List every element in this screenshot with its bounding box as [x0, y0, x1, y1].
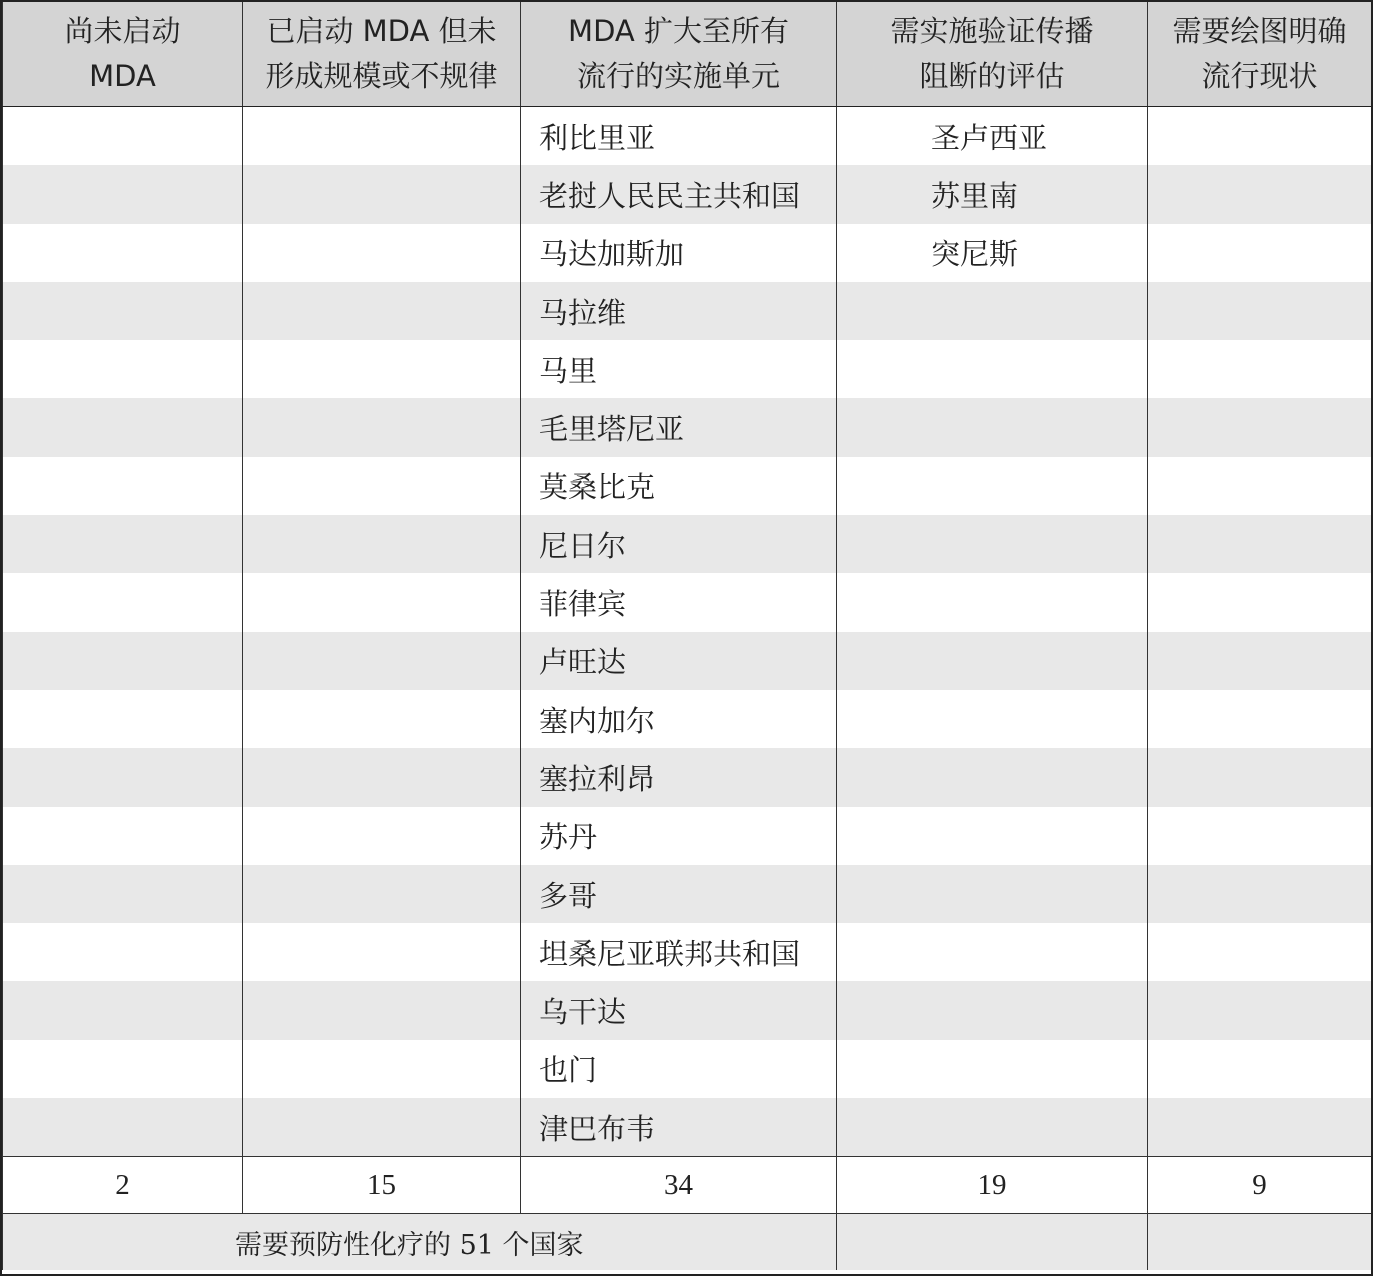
- country-cell-assessment: [837, 981, 1148, 1039]
- table-row: [3, 748, 1372, 806]
- country-cell-scaled: 马里: [521, 340, 837, 398]
- empty-cell: [3, 224, 243, 282]
- empty-cell: [243, 923, 521, 981]
- country-cell-assessment: [837, 748, 1148, 806]
- country-cell-assessment: [837, 515, 1148, 573]
- country-cell-scaled: 马拉维: [521, 282, 837, 340]
- empty-cell: [243, 573, 521, 631]
- table-row: [3, 282, 1372, 340]
- country-cell-scaled: 苏丹: [521, 807, 837, 865]
- header-not-started-mda: [3, 2, 243, 107]
- empty-cell: [1148, 573, 1372, 631]
- empty-cell: [1148, 165, 1372, 223]
- header-line: 形成规模或不规律: [265, 59, 498, 93]
- empty-cell: [243, 807, 521, 865]
- empty-cell: [1148, 340, 1372, 398]
- country-cell-scaled: 多哥: [521, 865, 837, 923]
- country-cell-scaled: 塞拉利昂: [521, 748, 837, 806]
- empty-cell: [1148, 282, 1372, 340]
- country-cell-scaled: 津巴布韦: [521, 1098, 837, 1157]
- total-cell: 15: [243, 1157, 521, 1214]
- country-cell-scaled: 乌干达: [521, 981, 837, 1039]
- header-mapping-needed: [1148, 2, 1372, 107]
- totals-row: [3, 1157, 1372, 1214]
- total-cell: 2: [3, 1157, 243, 1214]
- empty-cell: [1148, 398, 1372, 456]
- empty-cell: [243, 690, 521, 748]
- table-row: [3, 632, 1372, 690]
- empty-cell: [3, 1040, 243, 1098]
- table-body: [3, 107, 1372, 1271]
- empty-cell: [1148, 690, 1372, 748]
- empty-cell: [1148, 515, 1372, 573]
- empty-cell: [243, 282, 521, 340]
- header-line: 流行的实施单元: [576, 59, 780, 93]
- country-cell-assessment: 苏里南: [837, 165, 1148, 223]
- country-cell-assessment: [837, 1098, 1148, 1157]
- header-line: 尚未启动: [64, 14, 181, 48]
- empty-cell: [1148, 107, 1372, 166]
- empty-cell: [1148, 923, 1372, 981]
- country-cell-scaled: 卢旺达: [521, 632, 837, 690]
- country-cell-assessment: [837, 573, 1148, 631]
- empty-cell: [243, 1040, 521, 1098]
- empty-cell: [243, 107, 521, 166]
- header-transmission-assessment: [837, 2, 1148, 107]
- total-cell: 19: [837, 1157, 1148, 1214]
- empty-cell: [243, 457, 521, 515]
- header-started-not-scaled: [243, 2, 521, 107]
- empty-cell: [243, 632, 521, 690]
- table-row: [3, 1040, 1372, 1098]
- country-cell-assessment: 圣卢西亚: [837, 107, 1148, 166]
- country-cell-assessment: [837, 690, 1148, 748]
- table-row: [3, 107, 1372, 166]
- table-row: [3, 1098, 1372, 1157]
- empty-cell: [3, 865, 243, 923]
- empty-cell: [1148, 632, 1372, 690]
- table-row: [3, 340, 1372, 398]
- empty-cell: [3, 340, 243, 398]
- country-cell-assessment: [837, 282, 1148, 340]
- table-row: [3, 690, 1372, 748]
- header-line: 需要绘图明确: [1172, 14, 1347, 48]
- empty-cell: [243, 340, 521, 398]
- empty-cell: [3, 923, 243, 981]
- country-cell-assessment: [837, 1040, 1148, 1098]
- country-cell-scaled: 马达加斯加: [521, 224, 837, 282]
- table-row: [3, 515, 1372, 573]
- table-row: [3, 224, 1372, 282]
- empty-cell: [3, 748, 243, 806]
- empty-cell: [243, 981, 521, 1039]
- country-cell-scaled: 菲律宾: [521, 573, 837, 631]
- footer-empty-cell: [837, 1214, 1148, 1271]
- empty-cell: [1148, 748, 1372, 806]
- empty-cell: [3, 398, 243, 456]
- table-row: [3, 573, 1372, 631]
- empty-cell: [3, 165, 243, 223]
- table-row: [3, 923, 1372, 981]
- footer-label: 需要预防性化疗的 51 个国家: [3, 1214, 837, 1271]
- country-cell-assessment: [837, 632, 1148, 690]
- header-scaled-all-units: [521, 2, 837, 107]
- country-cell-assessment: [837, 398, 1148, 456]
- empty-cell: [1148, 865, 1372, 923]
- total-cell: 9: [1148, 1157, 1372, 1214]
- empty-cell: [3, 807, 243, 865]
- country-cell-scaled: 塞内加尔: [521, 690, 837, 748]
- empty-cell: [1148, 807, 1372, 865]
- footer-empty-cell: [1148, 1214, 1372, 1271]
- empty-cell: [243, 865, 521, 923]
- country-cell-assessment: [837, 807, 1148, 865]
- footer-row: [3, 1214, 1372, 1271]
- header-line: 已启动 MDA 但未: [266, 14, 497, 48]
- empty-cell: [3, 632, 243, 690]
- empty-cell: [1148, 1098, 1372, 1157]
- empty-cell: [3, 457, 243, 515]
- header-line: 阻断的评估: [919, 59, 1065, 93]
- table-row: [3, 457, 1372, 515]
- country-cell-scaled: 毛里塔尼亚: [521, 398, 837, 456]
- empty-cell: [1148, 457, 1372, 515]
- empty-cell: [3, 690, 243, 748]
- table-row: [3, 981, 1372, 1039]
- country-cell-scaled: 坦桑尼亚联邦共和国: [521, 923, 837, 981]
- country-cell-scaled: 尼日尔: [521, 515, 837, 573]
- empty-cell: [243, 515, 521, 573]
- header-line: 需实施验证传播: [890, 14, 1094, 48]
- empty-cell: [3, 515, 243, 573]
- total-cell: 34: [521, 1157, 837, 1214]
- empty-cell: [243, 1098, 521, 1157]
- country-cell-assessment: [837, 340, 1148, 398]
- country-cell-assessment: [837, 457, 1148, 515]
- empty-cell: [3, 573, 243, 631]
- country-cell-scaled: 利比里亚: [521, 107, 837, 166]
- country-cell-assessment: [837, 923, 1148, 981]
- country-cell-scaled: 也门: [521, 1040, 837, 1098]
- empty-cell: [1148, 981, 1372, 1039]
- country-cell-assessment: [837, 865, 1148, 923]
- empty-cell: [3, 981, 243, 1039]
- empty-cell: [3, 107, 243, 166]
- empty-cell: [243, 398, 521, 456]
- empty-cell: [3, 1098, 243, 1157]
- empty-cell: [1148, 1040, 1372, 1098]
- header-line: MDA: [89, 59, 156, 93]
- table-row: [3, 398, 1372, 456]
- country-cell-scaled: 老挝人民民主共和国: [521, 165, 837, 223]
- header-line: MDA 扩大至所有: [568, 14, 789, 48]
- empty-cell: [243, 165, 521, 223]
- country-cell-assessment: 突尼斯: [837, 224, 1148, 282]
- table-row: [3, 865, 1372, 923]
- empty-cell: [243, 224, 521, 282]
- empty-cell: [3, 282, 243, 340]
- empty-cell: [243, 748, 521, 806]
- header-row: [3, 2, 1372, 107]
- country-cell-scaled: 莫桑比克: [521, 457, 837, 515]
- empty-cell: [1148, 224, 1372, 282]
- table-header: [3, 2, 1372, 107]
- header-line: 流行现状: [1201, 59, 1318, 93]
- table-row: [3, 807, 1372, 865]
- country-status-table: [2, 2, 1372, 1270]
- table-row: [3, 165, 1372, 223]
